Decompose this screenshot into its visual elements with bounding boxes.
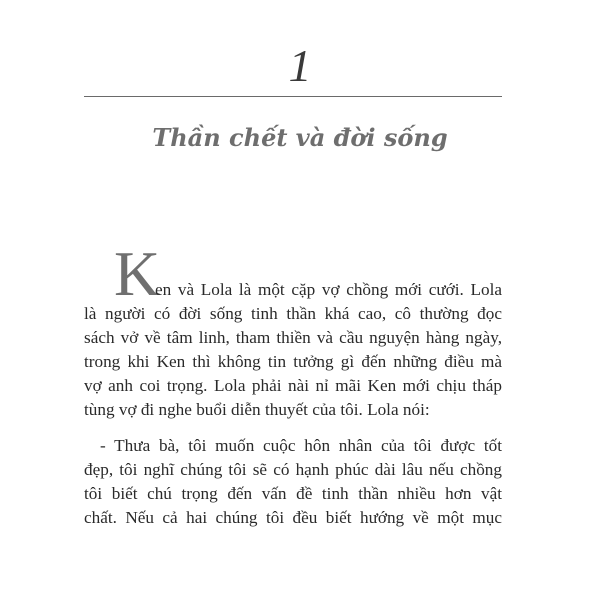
body-text <box>84 238 502 530</box>
first-line-text: en và Lola là một cặp vợ chồng mới cưới. Lola <box>155 280 502 299</box>
paragraph-line: - Thưa bà, tôi muốn cuộc hôn nhân của tôi được tốt <box>100 436 502 455</box>
paragraph-gap <box>84 422 502 434</box>
paragraph-line: trong khi Ken thì không tin tưởng gì đến những điều mà <box>84 352 502 371</box>
paragraph-line: tùng vợ đi nghe buổi diễn thuyết của tôi. Lola nói: <box>84 400 430 419</box>
paragraph-line: đẹp, tôi nghĩ chúng tôi sẽ có hạnh phúc dài lâu nếu chồng <box>84 460 502 479</box>
paragraph-line: là người có đời sống tinh thần khá cao, cô thường đọc <box>84 304 502 323</box>
drop-cap: K <box>114 238 161 309</box>
paragraph-line: vợ anh coi trọng. Lola phải nài nỉ mãi Ken mới chịu tháp <box>84 376 502 395</box>
paragraph-first-line <box>84 238 502 309</box>
paragraph-line: chất. Nếu cả hai chúng tôi đều biết hướng về một mục <box>84 508 502 527</box>
chapter-number: 1 <box>288 40 312 91</box>
paragraph-line: sách vở về tâm linh, tham thiền và cầu nguyện hàng ngày, <box>84 328 502 347</box>
chapter-divider <box>84 96 502 97</box>
chapter-title: Thần chết và đời sống <box>152 123 448 152</box>
paragraph-line: tôi biết chú trọng đến vấn đề tinh thần nhiều hơn vật <box>84 484 502 503</box>
